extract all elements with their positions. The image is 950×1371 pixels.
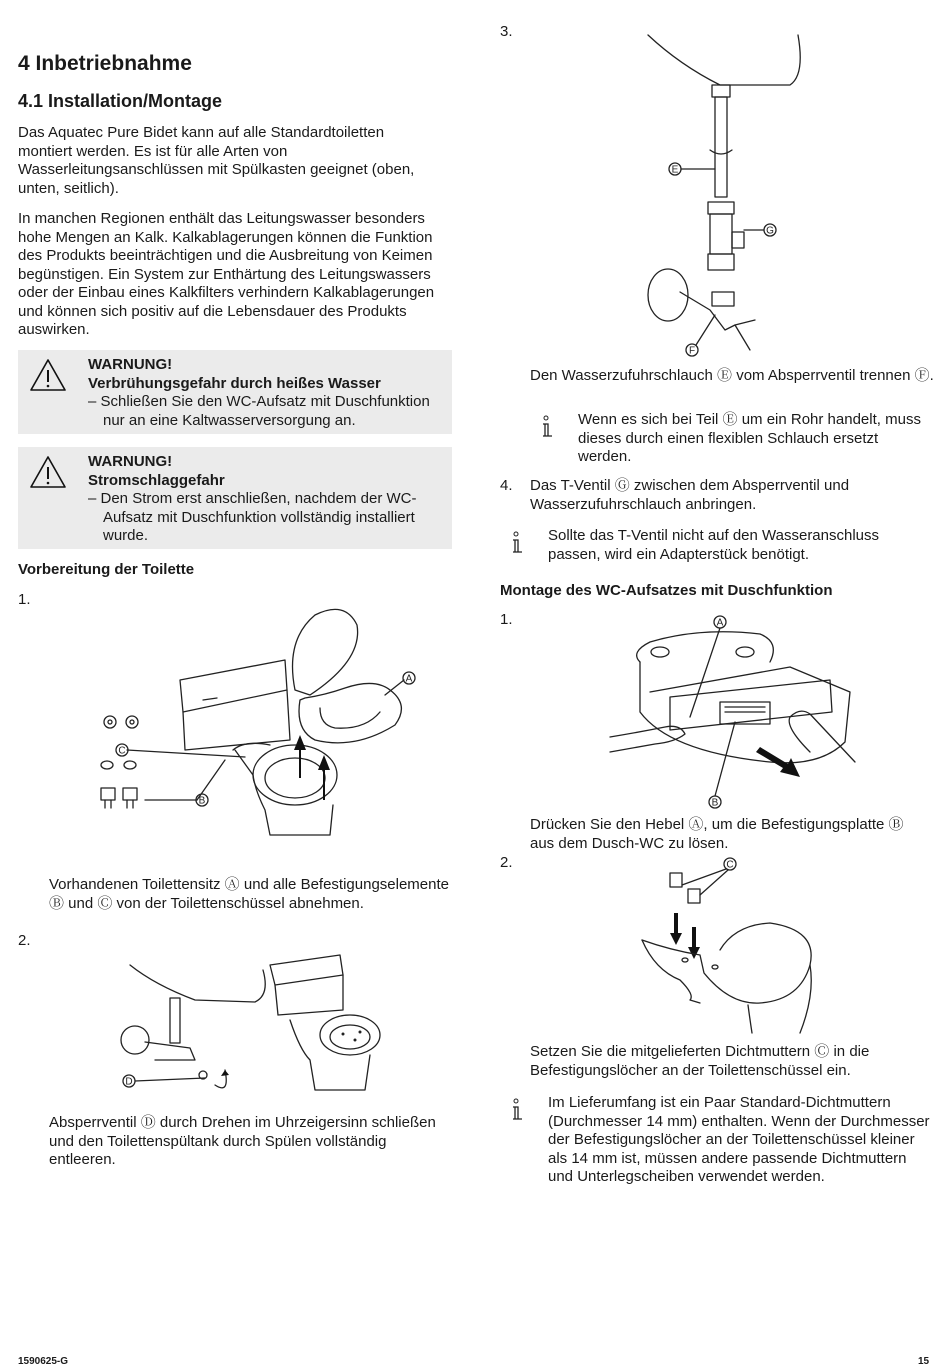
mount-step-1-number: 1. [500,611,513,628]
callout-label-e: E [671,164,679,176]
prep-step-1-text: Vorhandenen Toilettensitz Ⓐ und alle Befestigungselemente Ⓑ und Ⓒ von der Toilettenschüssel abnehmen. [49,876,449,912]
callout-label-g: G [766,225,774,237]
prep-step-4-note: Sollte das T-Ventil nicht auf den Wasseranschluss passen, wird ein Adapterstück benötigt. [548,527,880,563]
info-icon [540,415,554,439]
warning-item: – Schließen Sie den WC-Aufsatz mit Duschfunktion nur an eine Kaltwasserversorgung an. [88,393,430,429]
toilet-seat-removal-illustration [95,600,425,840]
callout-label-f: F [688,345,696,357]
prep-step-3-number: 3. [500,23,513,40]
subsection-heading: 4.1 Installation/Montage [18,91,223,111]
prep-step-2-text: Absperrventil Ⓓ durch Drehen im Uhrzeigersinn schließen und den Toilettenspültank durch Spülen vollständig entleeren. [49,1114,436,1168]
mount-step-2-text: Setzen Sie die mitgelieferten Dichtmuttern Ⓒ in die Befestigungslöcher an der Toilettenschüssel ein. [530,1043,870,1079]
warning-triangle-icon [29,455,67,489]
callout-label-c2: C [726,859,734,871]
prep-step-4-text: Das T-Ventil Ⓖ zwischen dem Absperrventil und Wasserzufuhrschlauch anbringen. [530,477,850,513]
release-plate-illustration [610,612,870,812]
warning-triangle-icon [29,358,67,392]
mount-step-1-text: Drücken Sie den Hebel Ⓐ, um die Befestigungsplatte Ⓑ aus dem Dusch-WC zu lösen. [530,816,904,852]
prep-step-1-number: 1. [18,591,31,608]
prep-step-3-note: Wenn es sich bei Teil Ⓔ um ein Rohr handelt, muss dieses durch einen flexiblen Schlauch ersetzt werden. [578,411,921,465]
callout-label-a2: A [716,617,724,629]
section-heading: 4 Inbetriebnahme [18,52,192,75]
callout-label-b: B [198,795,206,807]
shutoff-valve-illustration [115,950,395,1100]
intro-paragraph-1: Das Aquatec Pure Bidet kann auf alle Standardtoiletten montiert werden. Es ist für alle Arten von Wasserleitungsanschlüssen mit Spülkasten geeignet (oben, unten, seitlich). [18,124,415,197]
prep-step-2-number: 2. [18,932,31,949]
callout-label-b2: B [711,797,719,809]
footer-page-number: 15 [918,1356,930,1367]
warning-subtitle: Stromschlaggefahr [88,471,225,489]
warning-item: – Den Strom erst anschließen, nachdem der WC-Aufsatz mit Duschfunktion vollständig installiert wurde. [88,490,417,544]
callout-label-a: A [405,673,413,685]
prep-step-4-number: 4. [500,477,513,494]
info-icon [510,1098,524,1122]
warning-title: WARNUNG! [88,356,173,373]
prep-step-3-text: Den Wasserzufuhrschlauch Ⓔ vom Absperrventil trennen Ⓕ. [530,367,934,384]
warning-box-electric [18,447,452,549]
mount-step-2-note: Im Lieferumfang ist ein Paar Standard-Dichtmuttern (Durchmesser 14 mm) enthalten. Wenn der Durchmesser der Befestigungslöcher an der Toilettenschüssel kleiner als 14 mm ist, müssen andere passende Dichtmuttern und Unterlegscheiben verwendet werden. [548,1094,930,1185]
prep-heading: Vorbereitung der Toilette [18,561,195,578]
warning-box-scald [18,350,452,434]
warning-title: WARNUNG! [88,453,173,470]
mount-step-2-number: 2. [500,854,513,871]
callout-label-d: D [125,1076,133,1088]
warning-subtitle: Verbrühungsgefahr durch heißes Wasser [88,374,381,392]
info-icon [510,531,524,555]
footer-doc-number: 1590625-G [18,1356,69,1367]
supply-hose-tvalve-illustration [630,30,820,360]
seal-nuts-illustration [640,855,840,1035]
mount-heading: Montage des WC-Aufsatzes mit Duschfunktion [500,582,833,599]
callout-label-c: C [118,745,126,757]
intro-paragraph-2: In manchen Regionen enthält das Leitungswasser besonders hohe Mengen an Kalk. Kalkablagerungen können die Funktion des Produkts beeinträchtigen und die Ausbreitung von Keimen begünstigen. Ein System zur Enthärtung des Leitungswassers oder der Einbau eines Kalkfilters verhindern Kalkablagerungen und können sich positiv auf die Lebensdauer des Produkts auswirken. [18,210,435,338]
